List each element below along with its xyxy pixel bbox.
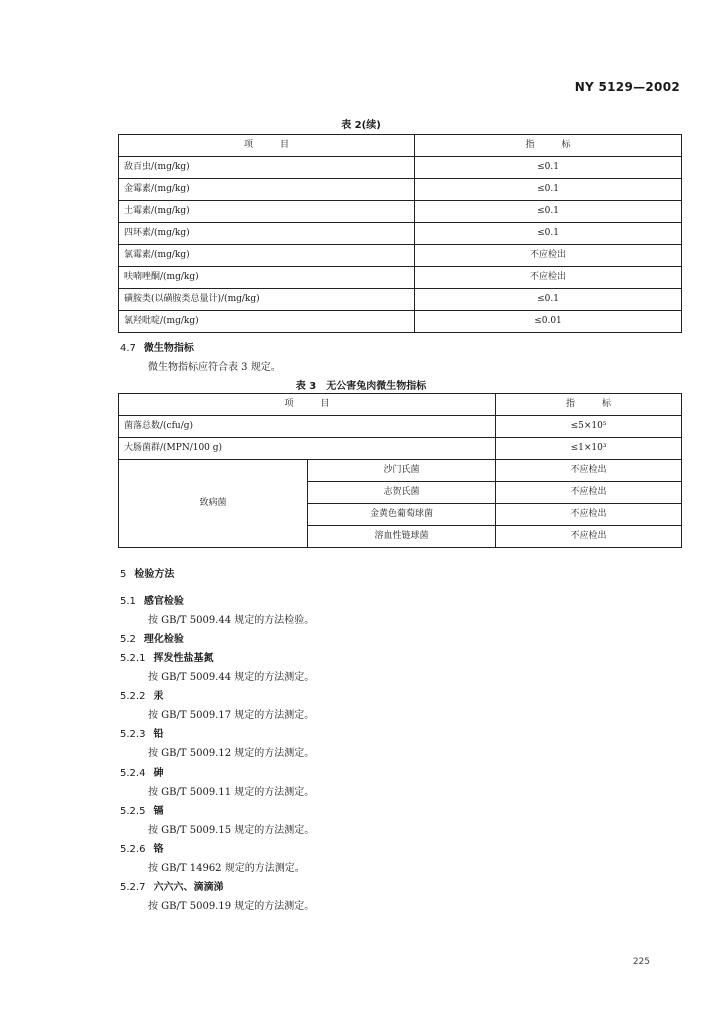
table3-pathogen-name: 溶血性链球菌 <box>308 526 496 548</box>
subsection-title: 铅 <box>153 729 164 740</box>
subsection-title: 感官检验 <box>143 596 184 607</box>
table3-pathogen-name: 沙门氏菌 <box>308 460 496 482</box>
subsection-number: 5.2.5 <box>120 806 146 817</box>
subsection-5-2-heading <box>120 630 184 645</box>
subsection-5-2-5-text: 按 GB/T 5009.15 规定的方法测定。 <box>148 825 315 836</box>
section-title: 微生物指标 <box>143 343 194 354</box>
subsection-5-2-2-text: 按 GB/T 5009.17 规定的方法测定。 <box>148 710 315 721</box>
table3-value: 不应检出 <box>496 504 682 526</box>
table-row <box>119 438 682 460</box>
subsection-number: 5.2.6 <box>120 844 146 855</box>
table2-value: ≤0.1 <box>415 157 682 179</box>
table-row <box>119 311 682 333</box>
table3-pathogen-group: 致病菌 <box>119 460 308 548</box>
table-row <box>119 267 682 289</box>
subsection-title: 镉 <box>153 806 164 817</box>
table-row <box>119 460 682 482</box>
subsection-5-2-1-text: 按 GB/T 5009.44 规定的方法测定。 <box>148 672 315 683</box>
section-number: 4.7 <box>120 343 136 354</box>
table3-item: 菌落总数/(cfu/g) <box>119 416 496 438</box>
subsection-5-2-7-heading <box>120 878 223 893</box>
section-4-7-text: 微生物指标应符合表 3 规定。 <box>148 362 281 373</box>
table3-header-indicator: 指 标 <box>496 394 682 416</box>
table-row <box>119 157 682 179</box>
subsection-number: 5.2.4 <box>120 768 146 779</box>
table3-value: 不应检出 <box>496 482 682 504</box>
table3-value: 不应检出 <box>496 526 682 548</box>
table2-value: 不应检出 <box>415 245 682 267</box>
subsection-5-1-text: 按 GB/T 5009.44 规定的方法检验。 <box>148 615 315 626</box>
table2-item: 氯霉素/(mg/kg) <box>119 245 415 267</box>
table-header-row <box>119 135 682 157</box>
subsection-number: 5.2.2 <box>120 691 146 702</box>
table3-value: 不应检出 <box>496 460 682 482</box>
table-row <box>119 416 682 438</box>
table2 <box>118 134 682 333</box>
table2-header-item: 项 目 <box>119 135 415 157</box>
subsection-5-2-4-text: 按 GB/T 5009.11 规定的方法测定。 <box>148 787 315 798</box>
section-number: 5 <box>120 569 127 580</box>
subsection-number: 5.2.1 <box>120 653 146 664</box>
table-row <box>119 289 682 311</box>
table2-item: 呋喃唑酮/(mg/kg) <box>119 267 415 289</box>
table3-value: ≤1×10³ <box>496 438 682 460</box>
subsection-number: 5.2 <box>120 634 136 645</box>
table2-value: ≤0.01 <box>415 311 682 333</box>
table3-item: 大肠菌群/(MPN/100 g) <box>119 438 496 460</box>
table3-pathogen-name: 志贺氏菌 <box>308 482 496 504</box>
section-5-heading <box>120 565 174 580</box>
section-4-7-heading <box>120 339 194 354</box>
subsection-5-2-3-heading <box>120 725 163 740</box>
table2-item: 敌百虫/(mg/kg) <box>119 157 415 179</box>
subsection-title: 汞 <box>153 691 164 702</box>
page-number: 225 <box>632 957 650 967</box>
table2-value: ≤0.1 <box>415 201 682 223</box>
subsection-5-2-5-heading <box>120 802 163 817</box>
section-title: 检验方法 <box>134 569 175 580</box>
table2-item: 磺胺类(以磺胺类总量计)/(mg/kg) <box>119 289 415 311</box>
table2-item: 四环素/(mg/kg) <box>119 223 415 245</box>
subsection-number: 5.1 <box>120 596 136 607</box>
subsection-title: 六六六、滴滴涕 <box>153 882 224 893</box>
subsection-title: 砷 <box>153 768 164 779</box>
table3-pathogen-name: 金黄色葡萄球菌 <box>308 504 496 526</box>
table-row <box>119 179 682 201</box>
table2-value: ≤0.1 <box>415 223 682 245</box>
subsection-5-2-6-text: 按 GB/T 14962 规定的方法测定。 <box>148 863 305 874</box>
table3-caption: 表 3 无公害兔肉微生物指标 <box>295 381 427 392</box>
subsection-5-2-2-heading <box>120 687 163 702</box>
table2-value: 不应检出 <box>415 267 682 289</box>
subsection-5-2-6-heading <box>120 840 163 855</box>
subsection-5-2-7-text: 按 GB/T 5009.19 规定的方法测定。 <box>148 901 315 912</box>
table2-item: 金霉素/(mg/kg) <box>119 179 415 201</box>
document-code: NY 5129—2002 <box>574 80 680 94</box>
table2-item: 氯羟吡啶/(mg/kg) <box>119 311 415 333</box>
table2-value: ≤0.1 <box>415 289 682 311</box>
subsection-5-2-3-text: 按 GB/T 5009.12 规定的方法测定。 <box>148 748 315 759</box>
table-row <box>119 201 682 223</box>
subsection-number: 5.2.3 <box>120 729 146 740</box>
table2-item: 土霉素/(mg/kg) <box>119 201 415 223</box>
subsection-5-2-4-heading <box>120 764 163 779</box>
subsection-5-1-heading <box>120 592 184 607</box>
subsection-title: 铬 <box>153 844 164 855</box>
table3-value: ≤5×10⁵ <box>496 416 682 438</box>
table2-header-indicator: 指 标 <box>415 135 682 157</box>
subsection-number: 5.2.7 <box>120 882 146 893</box>
subsection-5-2-1-heading <box>120 649 213 664</box>
subsection-title: 挥发性盐基氮 <box>153 653 214 664</box>
table2-caption: 表 2(续) <box>341 120 381 131</box>
table-row <box>119 223 682 245</box>
table-row <box>119 245 682 267</box>
table-header-row <box>119 394 682 416</box>
table3-header-item: 项 目 <box>119 394 496 416</box>
subsection-title: 理化检验 <box>143 634 184 645</box>
table3 <box>118 393 682 548</box>
table2-value: ≤0.1 <box>415 179 682 201</box>
